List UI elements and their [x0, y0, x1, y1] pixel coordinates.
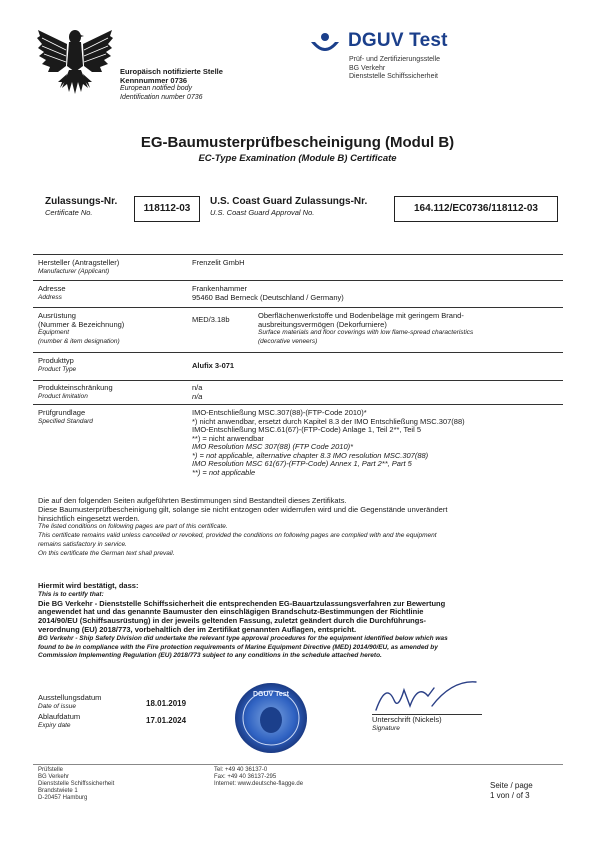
product-limitation-label-en: Product limitation [38, 392, 88, 400]
confirmation-block [38, 582, 563, 661]
standard-line8: **) = not applicable [192, 467, 256, 477]
product-limitation-de: n/a [192, 383, 203, 392]
product-type-value: Alufix 3-071 [192, 361, 235, 370]
uscg-number-box: 164.112/EC0736/118112-03 [394, 196, 558, 222]
product-limitation-en: n/a [192, 391, 203, 401]
conditions-de2: Diese Baumusterprüfbescheinigung gilt, solange sie nicht entzogen oder widerrufen wird und die Gegenstände unverändert [38, 504, 448, 514]
address-value [192, 285, 344, 302]
cert-number-label-en: Certificate No. [45, 208, 93, 217]
conditions-de3: hinsichtlich eingesetzt werden. [38, 513, 140, 523]
dguv-brand-name: DGUV Test [348, 30, 448, 51]
conditions-en3: remains satisfactory in service. [38, 540, 127, 548]
cert-number-label-de: Zulassungs-Nr. [45, 196, 118, 207]
equipment-description [258, 312, 558, 346]
footer-line2: BG Verkehr [38, 774, 70, 780]
equipment-desc-de2: ausbreitungsvermögen (Dekorfurniere) [258, 319, 387, 329]
dguv-sub-line2: BG Verkehr [349, 64, 386, 72]
address-label-en: Address [38, 293, 62, 301]
standard-line2: *) nicht anwendbar, ersetzt durch Kapitel 8.3 der IMO Entschließung MSC.307(88) [192, 416, 465, 426]
conditions-en4: On this certificate the German text shall prevail. [38, 549, 175, 557]
page-value: 1 von / of 3 [490, 791, 530, 800]
expiry-date-value: 17.01.2024 [146, 716, 187, 725]
uscg-number-label-de: U.S. Coast Guard Zulassungs-Nr. [210, 196, 368, 207]
footer-line5: D-20457 Hamburg [38, 795, 88, 801]
standard-value [192, 409, 552, 477]
uscg-number-label-en: U.S. Coast Guard Approval No. [210, 208, 315, 217]
uscg-number-label [210, 196, 367, 218]
notified-body-line1: Europäisch notifizierte Stelle [120, 67, 223, 76]
confirmation-de2: angewendet hat und das genannte Baumuster den einschlägigen Brandschutz-Bestimmungen der Richtlinie [38, 607, 424, 617]
equipment-label [38, 312, 124, 346]
issue-date-label [38, 694, 101, 711]
equipment-label-de1: Ausrüstung [38, 311, 76, 320]
manufacturer-label [38, 259, 119, 276]
confirmation-de3: 2014/90/EU (Schiffsausrüstung) in der jeweils geltenden Fassung, zuletzt geändert durch die Durchführungs- [38, 616, 426, 626]
standard-line3: IMO-Entschließung MSC.61(67)-(FTP-Code) Anlage 1, Teil 2**, Teil 5 [192, 425, 421, 434]
standard-label-en: Specified Standard [38, 417, 93, 425]
notified-body-line2: Kennnummer 0736 [120, 75, 188, 85]
address-line2: 95460 Bad Berneck (Deutschland / Germany) [192, 292, 344, 302]
notified-body-info [120, 68, 223, 102]
standard-line1: IMO-Entschließung MSC.307(88)-(FTP-Code 2010)* [192, 408, 367, 417]
address-label-de: Adresse [38, 284, 66, 293]
expiry-date-label-de: Ablaufdatum [38, 712, 81, 721]
standard-line5: IMO Resolution MSC 307(88) (FTP Code 2010)* [192, 442, 354, 451]
address-label [38, 285, 66, 302]
federal-eagle-icon [36, 22, 114, 102]
signature-icon [372, 676, 482, 716]
expiry-date-label-en: Expiry date [38, 721, 71, 729]
divider [33, 352, 563, 353]
conditions-de1: Die auf den folgenden Seiten aufgeführten Bestimmungen sind Bestandteil dieses Zertifikats. [38, 496, 347, 505]
signature-label-de: Unterschrift (Nickels) [372, 715, 442, 724]
footer-phone: Tel: +49 40 36137-0 [214, 767, 268, 773]
address-line1: Frankenhammer [192, 284, 248, 293]
divider [33, 307, 563, 308]
divider [33, 254, 563, 255]
footer-address [38, 767, 114, 802]
product-limitation-value [192, 384, 202, 401]
expiry-date-label [38, 713, 80, 730]
cert-number-box: 118112-03 [134, 196, 200, 222]
page-indicator [490, 781, 533, 801]
equipment-number: MED/3.18b [192, 315, 230, 324]
product-limitation-label-de: Produkteinschränkung [38, 383, 113, 392]
dguv-subtitle [349, 56, 440, 82]
standard-line6: *) = not applicable, alternative chapter 8.3 IMO resolution MSC.307(88) [192, 450, 429, 460]
manufacturer-label-de: Hersteller (Antragsteller) [38, 258, 120, 267]
confirmation-de1: Die BG Verkehr - Dienststelle Schiffssicherheit die entsprechenden EG-Bauartzulassungsverfahren zur Bewertung [38, 598, 446, 608]
conditions-block [38, 497, 563, 559]
confirmation-heading-en: This is to certify that: [38, 590, 104, 598]
confirmation-heading-de: Hiermit wird bestätigt, dass: [38, 581, 139, 590]
page-label: Seite / page [490, 781, 533, 790]
conditions-en2: This certificate remains valid unless cancelled or revoked, provided the conditions on following pages are complied with and the equipment [38, 532, 437, 540]
equipment-label-en1: Equipment [38, 329, 70, 336]
issue-date-label-de: Ausstellungsdatum [38, 693, 102, 702]
standard-label [38, 409, 93, 426]
divider [33, 280, 563, 281]
dguv-sub-line3: Dienststelle Schiffssicherheit [349, 73, 438, 80]
divider [33, 404, 563, 405]
issue-date-value: 18.01.2019 [146, 699, 187, 708]
manufacturer-label-en: Manufacturer (Applicant) [38, 267, 110, 275]
product-type-label-en: Product Type [38, 365, 77, 373]
footer-line4: Brandstwiete 1 [38, 788, 78, 794]
official-stamp-icon [232, 680, 310, 756]
dguv-logo-icon [310, 32, 340, 54]
dguv-sub-line1: Prüf- und Zertifizierungsstelle [349, 56, 441, 63]
confirmation-de4: verordnung (EU) 2018/773, vorbehaltlich der im Zertifikat genannten Auflagen, entspricht. [38, 624, 357, 634]
equipment-desc-en2: (decorative veneers) [258, 337, 318, 345]
certificate-title: EG-Baumusterprüfbescheinigung (Modul B) [140, 134, 455, 151]
manufacturer-value: Frenzelit GmbH [192, 258, 245, 267]
equipment-desc-de1: Oberflächenwerkstoffe und Bodenbeläge mit geringem Brand- [258, 311, 464, 320]
divider [33, 380, 563, 381]
equipment-label-en2: (number & item designation) [38, 337, 120, 345]
confirmation-en2: found to be in compliance with the Fire protection requirements of Marine Equipment Directive (MED) 2014/90/EU, as amended by [38, 643, 438, 651]
confirmation-en1: BG Verkehr - Ship Safety Division did undertake the relevant type approval procedures for the equipment identified below which was [38, 634, 448, 642]
footer-line1: Prüfstelle [38, 767, 64, 773]
cert-number-label [45, 196, 117, 218]
certificate-subtitle: EC-Type Examination (Module B) Certificate [198, 153, 397, 164]
product-type-label [38, 357, 76, 374]
stamp-label: DGUV Test [252, 691, 290, 698]
product-limitation-label [38, 384, 113, 401]
standard-label-de: Prüfgrundlage [38, 408, 86, 417]
standard-line7: IMO Resolution MSC 61(67)-(FTP-Code) Annex 1, Part 2**, Part 5 [192, 459, 412, 468]
notified-body-line3: European notified body [120, 85, 192, 92]
footer-contact [214, 767, 303, 788]
footer-line3: Dienststelle Schiffssicherheit [38, 781, 115, 787]
footer-fax: Fax: +49 40 36137-295 [214, 774, 277, 780]
product-type-label-de: Produkttyp [38, 356, 74, 365]
issue-date-label-en: Date of issue [38, 702, 76, 710]
signature-label-en: Signature [372, 724, 400, 732]
confirmation-en3: Commission Implementing Regulation (EU) 2018/773 subject to any conditions in the schedule attached hereto. [38, 652, 382, 660]
equipment-label-de2: (Nummer & Bezeichnung) [38, 319, 125, 329]
equipment-desc-en1: Surface materials and floor coverings with low flame-spread characteristics [258, 329, 474, 336]
signature-label [372, 716, 442, 733]
conditions-en1: The listed conditions on following pages are part of this certificate. [38, 523, 228, 531]
footer-divider [33, 764, 563, 765]
footer-web: Internet: www.deutsche-flagge.de [214, 781, 304, 787]
notified-body-line4: Identification number 0736 [120, 93, 203, 101]
standard-line4: **) = nicht anwendbar [192, 433, 264, 443]
